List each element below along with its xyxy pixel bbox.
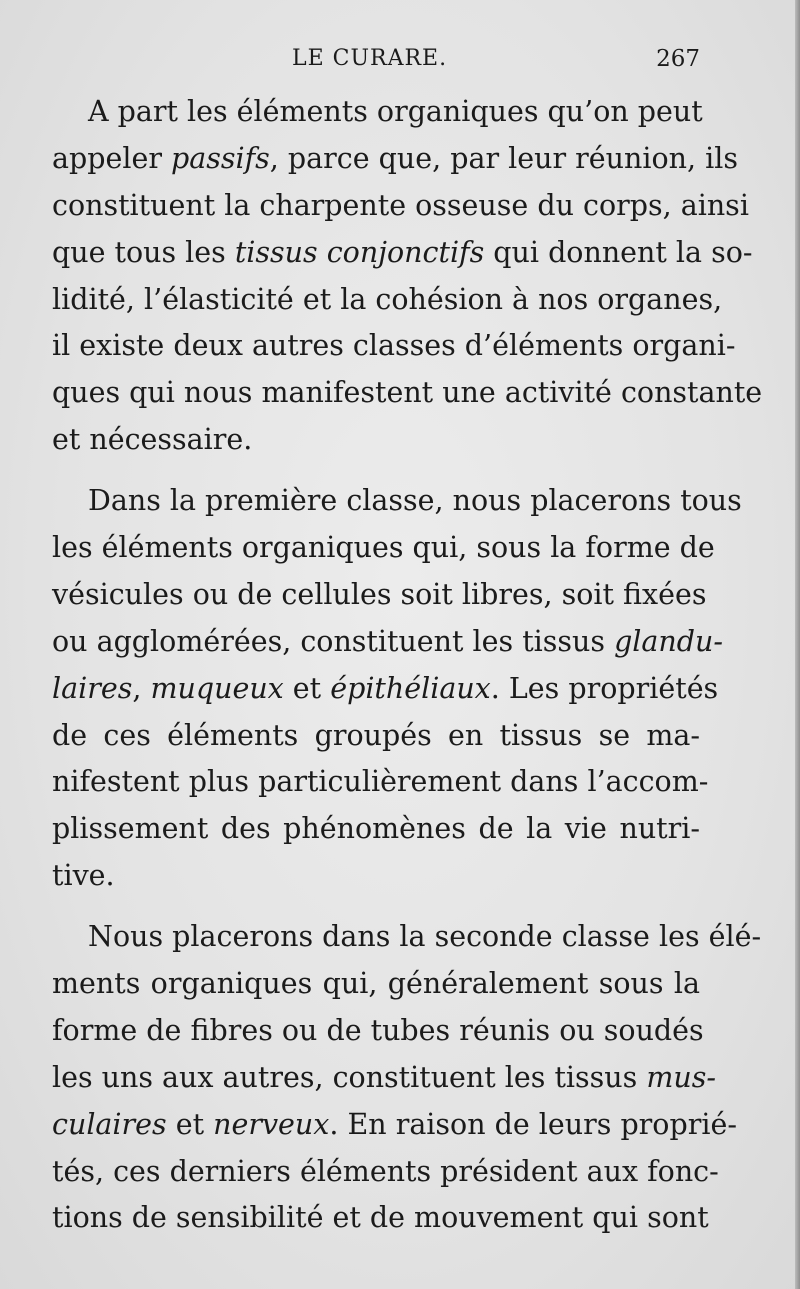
text-line: laires, muqueux et épithéliaux. Les propriétés bbox=[52, 671, 719, 705]
text-line: lidité, l’élasticité et la cohésion à nos organes, bbox=[52, 282, 723, 316]
paragraph-1 bbox=[52, 89, 763, 464]
page-number: 267 bbox=[656, 46, 700, 72]
text-line: plissement des phénomènes de la vie nutri- bbox=[52, 812, 700, 846]
paragraph-2 bbox=[52, 478, 742, 900]
text-line: forme de fibres ou de tubes réunis ou soudés bbox=[52, 1013, 704, 1047]
text-line: tive. bbox=[52, 859, 115, 893]
paragraph-3 bbox=[52, 914, 762, 1242]
paragraph-spacing bbox=[52, 464, 700, 478]
text-line: ments organiques qui, généralement sous la bbox=[52, 967, 700, 1001]
running-head bbox=[52, 46, 700, 80]
text-line: vésicules ou de cellules soit libres, soit fixées bbox=[52, 577, 707, 611]
text-line: ou agglomérées, constituent les tissus glandu- bbox=[52, 624, 723, 658]
text-line: culaires et nerveux. En raison de leurs proprié- bbox=[52, 1107, 737, 1141]
text-line: A part les éléments organiques qu’on peut bbox=[88, 95, 703, 128]
text-line: Nous placerons dans la seconde classe les élé- bbox=[88, 920, 762, 954]
text-line: nifestent plus particulièrement dans l’accom- bbox=[52, 765, 709, 799]
text-line: constituent la charpente osseuse du corps, ainsi bbox=[52, 188, 749, 222]
text-line: appeler passifs, parce que, par leur réunion, ils bbox=[52, 141, 738, 175]
text-line: ques qui nous manifestent une activité constante bbox=[52, 376, 763, 410]
text-line: tés, ces derniers éléments président aux fonc- bbox=[52, 1154, 719, 1188]
text-line: Dans la première classe, nous placerons tous bbox=[88, 484, 742, 518]
text-line: et nécessaire. bbox=[52, 423, 253, 457]
text-line: que tous les tissus conjonctifs qui donnent la so- bbox=[52, 235, 753, 269]
paragraph-spacing bbox=[52, 900, 700, 914]
running-title: LE CURARE. bbox=[292, 46, 448, 71]
text-line: tions de sensibilité et de mouvement qui sont bbox=[52, 1201, 709, 1235]
text-line: il existe deux autres classes d’éléments organi- bbox=[52, 329, 736, 363]
text-line: de ces éléments groupés en tissus se ma- bbox=[52, 718, 700, 752]
page-edge-shadow bbox=[795, 0, 800, 1289]
body-text bbox=[52, 89, 763, 1242]
text-line: les uns aux autres, constituent les tissus mus- bbox=[52, 1060, 716, 1094]
text-line: les éléments organiques qui, sous la forme de bbox=[52, 531, 715, 565]
